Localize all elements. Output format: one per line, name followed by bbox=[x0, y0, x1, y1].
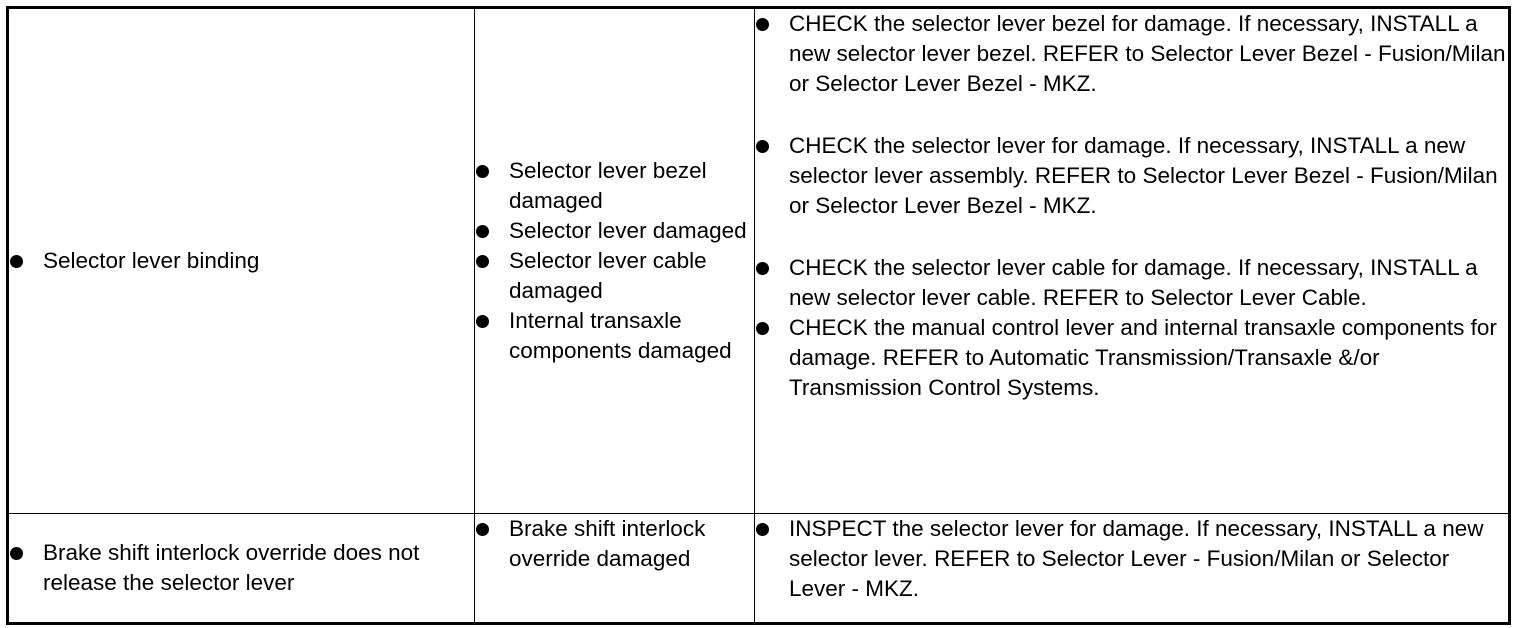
bullet-icon bbox=[476, 255, 489, 268]
cause-item: Selector lever cable damaged bbox=[475, 246, 754, 306]
bullet-icon bbox=[476, 523, 489, 536]
cause-item: Selector lever bezel damaged bbox=[475, 156, 754, 216]
action-item: CHECK the manual control lever and internal transaxle components for damage. REFER to Automatic Transmission/Transaxle &/or Transmission Control Systems. bbox=[755, 313, 1508, 403]
diagnostic-table bbox=[6, 6, 1511, 625]
bullet-icon bbox=[476, 225, 489, 238]
action-item: CHECK the selector lever bezel for damage. If necessary, INSTALL a new selector lever bezel. REFER to Selector Lever Bezel - Fusion/Milan or Selector Lever Bezel - MKZ. bbox=[755, 9, 1508, 99]
bullet-icon bbox=[10, 547, 23, 560]
cause-cell bbox=[475, 8, 755, 514]
cause-item: Selector lever damaged bbox=[475, 216, 754, 246]
action-item: CHECK the selector lever cable for damage. If necessary, INSTALL a new selector lever cable. REFER to Selector Lever Cable. bbox=[755, 253, 1508, 313]
action-item: INSPECT the selector lever for damage. If necessary, INSTALL a new selector lever. REFER to Selector Lever - Fusion/Milan or Selector Lever - MKZ. bbox=[755, 514, 1508, 604]
action-cell bbox=[755, 8, 1510, 514]
cause-item: Internal transaxle components damaged bbox=[475, 306, 754, 366]
bullet-icon bbox=[10, 255, 23, 268]
bullet-icon bbox=[756, 523, 769, 536]
table-row bbox=[8, 8, 1510, 514]
symptom-cell bbox=[8, 8, 475, 514]
cause-item: Brake shift interlock override damaged bbox=[475, 514, 754, 574]
action-cell bbox=[755, 514, 1510, 624]
bullet-icon bbox=[756, 322, 769, 335]
bullet-icon bbox=[476, 165, 489, 178]
cause-cell bbox=[475, 514, 755, 624]
bullet-icon bbox=[756, 140, 769, 153]
symptom-cell bbox=[8, 514, 475, 624]
symptom-item: Selector lever binding bbox=[9, 246, 474, 276]
bullet-icon bbox=[476, 315, 489, 328]
symptom-item: Brake shift interlock override does not release the selector lever bbox=[9, 538, 474, 598]
action-item: CHECK the selector lever for damage. If necessary, INSTALL a new selector lever assembly. REFER to Selector Lever Bezel - Fusion/Milan or Selector Lever Bezel - MKZ. bbox=[755, 131, 1508, 221]
bullet-icon bbox=[756, 262, 769, 275]
bullet-icon bbox=[756, 18, 769, 31]
table-row bbox=[8, 514, 1510, 624]
